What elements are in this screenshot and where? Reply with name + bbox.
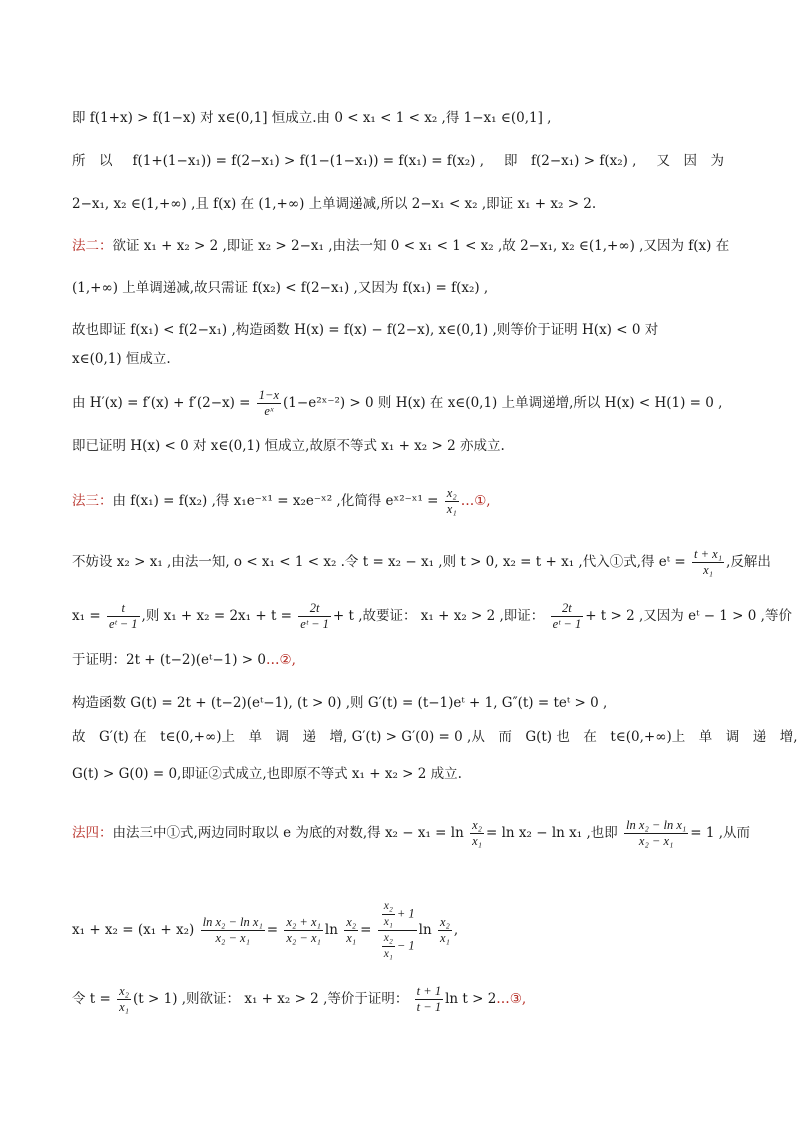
line-13-text: 于证明：2t + (t−2)(eᵗ−1) > 0 (72, 652, 267, 668)
compound-den (378, 930, 417, 962)
frac-den: x₁ (692, 562, 724, 578)
line-16-text: ,即证②式成立,也即原不等式 x₁ + x₂ > 2 成立. (177, 766, 462, 782)
fraction-log-diff (624, 818, 688, 849)
line-19 (72, 984, 724, 1015)
line-17-tail: = 1 ,从而 (690, 825, 750, 841)
compound-plus: + 1 (396, 906, 415, 921)
frac-num: t + x₁ (694, 547, 723, 561)
fraction-t-over-et-1 (107, 601, 140, 632)
line-3-text: 2−x₁, x₂ ∈(1,+∞) ,且 f(x) 在 (1,+∞) 上单调递减,所以 2−x₁ < x₂ ,即证 x₁ + x₂ > 2. (72, 196, 597, 212)
line-2-equation: f(1+(1−x₁)) = f(2−x₁) > f(1−(1−x₁)) = f(x₁) = f(x₂) , (132, 153, 484, 169)
line-15 (72, 727, 798, 747)
fraction-x2-over-x1-c (438, 915, 452, 946)
line-15-part-e: 上 单 调 递 增 (671, 729, 794, 745)
inner-frac-bottom (382, 931, 395, 962)
frac-den: t − 1 (416, 1000, 442, 1014)
method-4-label: 法四： (72, 825, 113, 841)
line-2 (72, 151, 724, 171)
line-14 (72, 693, 724, 713)
frac-num: x₂ + x₁ (286, 915, 321, 929)
line-17-mid: = ln x₂ − ln x₁ ,也即 (486, 825, 618, 841)
fraction-x2-over-x1-a (470, 818, 484, 849)
frac-num: x₂ (346, 915, 357, 929)
frac-num: x₂ (472, 818, 482, 832)
line-11-text: 不妨设 x₂ > x₁ ,由法一知, o < x₁ < 1 < x₂ .令 t = x₂ − x₁ ,则 t > 0, x₂ = t + x₁ ,代入①式,得 eᵗ = (72, 554, 686, 570)
frac-num: x₂ (383, 900, 393, 912)
line-2-so: 所 以 (72, 153, 113, 169)
line-19-mid: (t > 1) ,则欲证： x₁ + x₂ > 2 ,等价于证明： (133, 991, 409, 1007)
line-18-lhs: x₁ + x₂ = (x₁ + x₂) (72, 922, 195, 938)
frac-den: eᵗ − 1 (300, 617, 329, 631)
line-6-text: 故也即证 f(x₁) < f(2−x₁) ,构造函数 H(x) = f(x) − f(2−x), x∈(0,1) ,则等价于证明 H(x) < 0 对 (72, 322, 659, 338)
frac-den: x₂ − x₁ (201, 930, 265, 946)
frac-num: ln x₂ − ln x₁ (626, 818, 687, 832)
frac-num: 2t (309, 601, 320, 615)
equation-marker-1: …①, (460, 493, 491, 509)
fraction-sum-over-diff (284, 915, 322, 946)
line-11-tail: ,反解出 (726, 554, 771, 570)
line-8 (72, 388, 724, 419)
frac-num: ln x₂ − ln x₁ (202, 915, 263, 929)
equation-marker-2: …②, (266, 652, 296, 668)
line-10-text: 由 f(x₁) = f(x₂) ,得 x₁e⁻ˣ¹ = x₂e⁻ˣ² ,化简得 eˣ²⁻ˣ¹ = (112, 493, 439, 509)
line-9-text: 即已证明 H(x) < 0 对 x∈(0,1) 恒成立,故原不等式 x₁ + x₂ > 2 亦成立. (72, 438, 505, 454)
line-13 (72, 650, 724, 670)
frac-den: x₁ (383, 948, 393, 960)
frac-num: 1−x (258, 388, 280, 402)
line-8-rhs: (1−e²ˣ⁻²) > 0 则 H(x) 在 x∈(0,1) 上单调递增,所以 H(x) < H(1) = 0 , (283, 395, 723, 411)
fraction-x2-over-x1 (445, 486, 459, 517)
line-14-text: 构造函数 G(t) = 2t + (t−2)(eᵗ−1), (t > 0) ,则 G′(t) = (t−1)eᵗ + 1, G″(t) = teᵗ > 0 , (72, 695, 608, 711)
fraction-2t-over-et-1-a (298, 601, 331, 632)
line-3 (72, 194, 724, 214)
frac-den: x₁ (439, 931, 450, 945)
line-16 (72, 764, 724, 784)
line-6 (72, 320, 724, 340)
frac-den: eˣ (257, 403, 281, 419)
frac-den: x₁ (119, 1000, 130, 1014)
line-18-ln1: ln (324, 922, 338, 938)
line-1-text: 即 f(1+x) > f(1−x) 对 x∈(0,1] 恒成立.由 0 < x₁ < 1 < x₂ ,得 1−x₁ ∈(0,1] , (72, 110, 552, 126)
line-17 (72, 818, 750, 849)
equation-marker-3: …③, (496, 991, 527, 1007)
line-2-namely: 即 f(2−x₁) > f(x₂) , (503, 153, 637, 169)
frac-num: 2t (562, 601, 572, 615)
line-12-tail: + t > 2 ,又因为 eᵗ − 1 > 0 ,等价 (585, 608, 792, 624)
fraction-x2-over-x1-d (117, 984, 131, 1015)
line-15-part-c: , G′(t) > G′(0) = 0 , (343, 729, 472, 745)
line-7 (72, 349, 724, 369)
frac-num: x₂ (119, 984, 130, 998)
method-3-label: 法三： (72, 493, 113, 509)
frac-num: x₂ (439, 915, 450, 929)
line-8-lhs: 由 H′(x) = f′(x) + f′(2−x) = (72, 395, 251, 411)
fraction-1-x-over-ex (257, 388, 281, 419)
line-9 (72, 436, 724, 456)
line-19-ineq: ln t > 2 (445, 991, 497, 1007)
fraction-log-diff-2 (201, 915, 265, 946)
line-12-mid2: + t ,故要证： x₁ + x₂ > 2 ,即证： (332, 608, 545, 624)
line-4-text: 欲证 x₁ + x₂ > 2 ,即证 x₂ > 2−x₁ ,由法一知 0 < x₁ < 1 < x₂ ,故 2−x₁, x₂ ∈(1,+∞) ,又因为 f(x) 在 (112, 238, 730, 254)
line-15-part-f: , (793, 729, 798, 745)
line-15-part-a: 故 G′(t) 在 t∈(0,+∞) (72, 729, 222, 745)
line-18-eq2: = (360, 922, 372, 938)
line-18 (72, 899, 724, 962)
line-4 (72, 236, 730, 256)
frac-den: x₂ − x₁ (286, 931, 321, 945)
line-5 (72, 278, 724, 298)
inner-frac-top (382, 899, 395, 930)
line-1 (72, 108, 724, 128)
line-15-part-d: 从 而 G(t) 也 在 t∈(0,+∞) (471, 729, 672, 745)
line-5-text: (1,+∞) 上单调递减,故只需证 f(x₂) < f(2−x₁) ,又因为 f(x₁) = f(x₂) , (72, 280, 489, 296)
frac-den: x₂ − x₁ (624, 833, 688, 849)
line-16-ineq: G(t) > G(0) = 0 (72, 766, 178, 782)
frac-num: t + 1 (416, 984, 442, 998)
frac-den: x₁ (346, 931, 357, 945)
frac-den: eᵗ − 1 (552, 617, 582, 631)
fraction-2t-over-et-1-b (551, 601, 584, 632)
compound-minus: − 1 (396, 938, 415, 953)
compound-num (378, 899, 417, 930)
fraction-t-plus-1-over-t-minus-1 (415, 984, 443, 1015)
fraction-compound (378, 899, 417, 962)
frac-den: x₁ (446, 502, 457, 516)
line-15-part-b: 上 单 调 递 增 (221, 729, 343, 745)
line-17-text: 由法三中①式,两边同时取以 e 为底的对数,得 x₂ − x₁ = ln (112, 825, 464, 841)
line-10 (72, 486, 724, 517)
line-12-lhs: x₁ = (72, 608, 101, 624)
frac-den: x₁ (472, 834, 482, 848)
line-7-text: x∈(0,1) 恒成立. (72, 351, 171, 367)
frac-num: t (121, 601, 125, 615)
line-12-mid1: ,则 x₁ + x₂ = 2x₁ + t = (141, 608, 292, 624)
fraction-x2-over-x1-b (344, 915, 358, 946)
line-12 (72, 601, 792, 632)
frac-den: eᵗ − 1 (108, 617, 138, 631)
frac-num: x₂ (446, 486, 457, 500)
line-18-ln2: ln (418, 922, 432, 938)
method-2-label: 法二： (72, 238, 113, 254)
line-18-tail: , (453, 922, 459, 938)
frac-den: x₁ (383, 916, 393, 928)
frac-num: x₂ (383, 932, 393, 944)
fraction-t-plus-x1-over-x1 (692, 547, 724, 578)
line-2-also-because: 又 因 为 (656, 153, 724, 169)
line-11 (72, 547, 771, 578)
line-18-eq1: = (266, 922, 279, 938)
line-19-let: 令 t = (72, 991, 111, 1007)
